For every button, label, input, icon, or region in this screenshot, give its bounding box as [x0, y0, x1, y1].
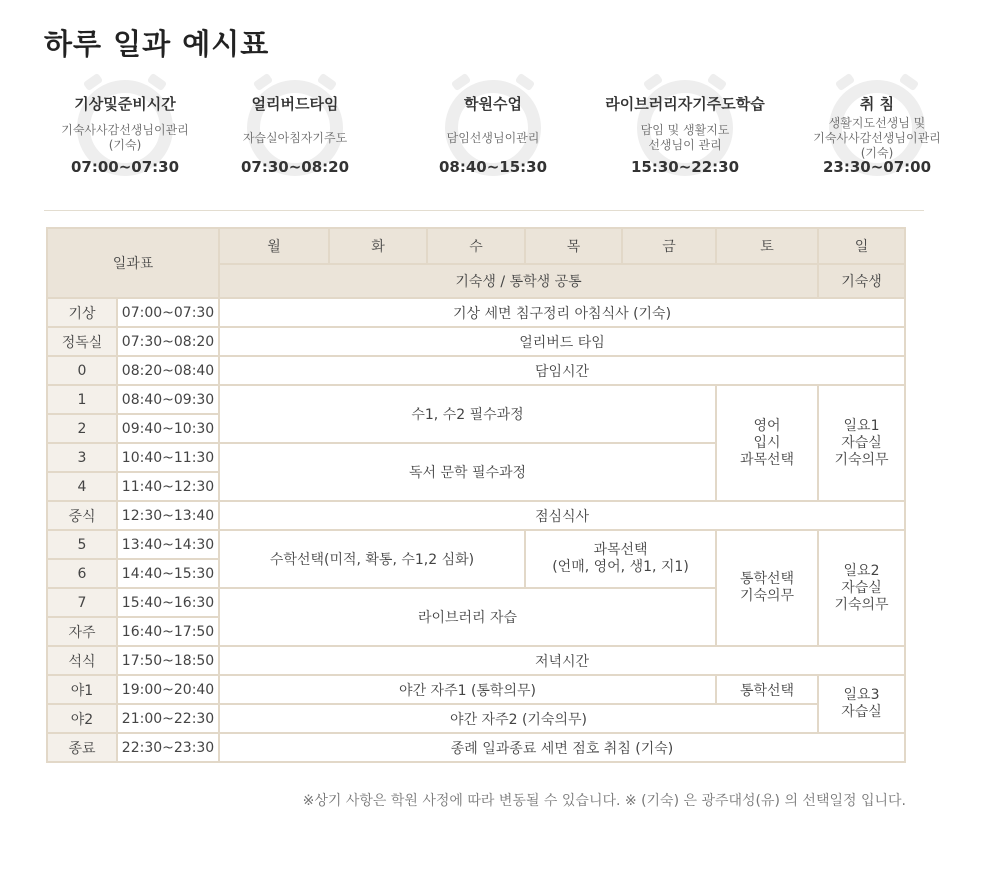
- cell-sat-morning: 영어 입시 과목선택: [716, 385, 818, 501]
- period-time: 21:00~22:30: [117, 704, 219, 733]
- cell-library: 라이브러리 자습: [219, 588, 716, 646]
- day-thu: 목: [525, 228, 622, 264]
- summary-time: 07:00~07:30: [70, 158, 180, 176]
- period-time: 16:40~17:50: [117, 617, 219, 646]
- period-time: 08:20~08:40: [117, 356, 219, 385]
- cell-sun-1: 일요1 자습실 기숙의무: [818, 385, 905, 501]
- summary-desc: 기숙사사감선생님이관리 (기숙): [61, 123, 189, 152]
- summary-time: 23:30~07:00: [822, 158, 932, 176]
- period-label: 중식: [47, 501, 117, 530]
- period-label: 3: [47, 443, 117, 472]
- page-title: 하루 일과 예시표: [44, 27, 270, 61]
- summary-name: 취 침: [859, 95, 895, 113]
- period-time: 10:40~11:30: [117, 443, 219, 472]
- period-label: 4: [47, 472, 117, 501]
- summary-item-sleep: [782, 78, 972, 198]
- summary-name: 얼리버드타임: [251, 95, 339, 113]
- cell-sat-afternoon: 통학선택 기숙의무: [716, 530, 818, 646]
- period-label: 6: [47, 559, 117, 588]
- period-time: 17:50~18:50: [117, 646, 219, 675]
- period-time: 13:40~14:30: [117, 530, 219, 559]
- period-label: 야2: [47, 704, 117, 733]
- period-time: 22:30~23:30: [117, 733, 219, 762]
- day-fri: 금: [622, 228, 716, 264]
- section-divider: [44, 210, 924, 211]
- timetable: [46, 227, 906, 763]
- summary-desc: 자습실아침자기주도: [242, 130, 348, 145]
- day-sat: 토: [716, 228, 818, 264]
- period-time: 19:00~20:40: [117, 675, 219, 704]
- period-time: 07:00~07:30: [117, 298, 219, 327]
- period-label: 기상: [47, 298, 117, 327]
- period-time: 12:30~13:40: [117, 501, 219, 530]
- period-label: 석식: [47, 646, 117, 675]
- period-time: 15:40~16:30: [117, 588, 219, 617]
- day-sun: 일: [818, 228, 905, 264]
- cell-math-elective: 수학선택(미적, 확통, 수1,2 심화): [219, 530, 525, 588]
- summary-name: 라이브러리자기주도학습: [605, 95, 765, 113]
- summary-name: 학원수업: [464, 95, 522, 113]
- cell-sun-3: 일요3 자습실: [818, 675, 905, 733]
- footnote: ※상기 사항은 학원 사정에 따라 변동될 수 있습니다. ※ (기숙) 은 광주대성(유) 의 선택일정 입니다.: [302, 793, 906, 809]
- summary-time: 08:40~15:30: [438, 158, 548, 176]
- summary-item-library: [590, 78, 780, 198]
- cell-sat-night: 통학선택: [716, 675, 818, 704]
- period-label: 야1: [47, 675, 117, 704]
- summary-item-class: [398, 78, 588, 198]
- cell-lunch: 점심식사: [219, 501, 905, 530]
- period-label: 자주: [47, 617, 117, 646]
- common-header: 기숙생 / 통학생 공통: [219, 264, 818, 298]
- period-time: 08:40~09:30: [117, 385, 219, 414]
- period-label: 정독실: [47, 327, 117, 356]
- summary-desc: 생활지도선생님 및 기숙사사감선생님이관리 (기숙): [813, 115, 941, 160]
- summary-name: 기상및준비시간: [74, 95, 176, 113]
- day-wed: 수: [427, 228, 525, 264]
- summary-desc: 담임선생님이관리: [446, 130, 540, 145]
- cell-night-2: 야간 자주2 (기숙의무): [219, 704, 818, 733]
- period-label: 종료: [47, 733, 117, 762]
- summary-time: 15:30~22:30: [630, 158, 740, 176]
- table-corner: 일과표: [47, 228, 219, 298]
- cell-wake: 기상 세면 침구정리 아침식사 (기숙): [219, 298, 905, 327]
- summary-item-earlybird: [200, 78, 390, 198]
- summary-time: 07:30~08:20: [240, 158, 350, 176]
- period-label: 0: [47, 356, 117, 385]
- period-label: 7: [47, 588, 117, 617]
- schedule-summary: [30, 78, 950, 198]
- dorm-header: 기숙생: [818, 264, 905, 298]
- cell-homeroom: 담임시간: [219, 356, 905, 385]
- period-label: 1: [47, 385, 117, 414]
- period-time: 14:40~15:30: [117, 559, 219, 588]
- day-tue: 화: [329, 228, 427, 264]
- summary-desc: 담임 및 생활지도 선생님이 관리: [640, 123, 730, 152]
- cell-math-required: 수1, 수2 필수과정: [219, 385, 716, 443]
- day-mon: 월: [219, 228, 329, 264]
- cell-earlybird: 얼리버드 타임: [219, 327, 905, 356]
- cell-night-1: 야간 자주1 (통학의무): [219, 675, 716, 704]
- cell-subject-elective: 과목선택 (언매, 영어, 생1, 지1): [525, 530, 716, 588]
- period-time: 09:40~10:30: [117, 414, 219, 443]
- period-label: 2: [47, 414, 117, 443]
- cell-sun-2: 일요2 자습실 기숙의무: [818, 530, 905, 646]
- period-label: 5: [47, 530, 117, 559]
- summary-item-wakeup: [30, 78, 220, 198]
- period-time: 07:30~08:20: [117, 327, 219, 356]
- period-time: 11:40~12:30: [117, 472, 219, 501]
- cell-dinner: 저녁시간: [219, 646, 905, 675]
- cell-reading: 독서 문학 필수과정: [219, 443, 716, 501]
- cell-end: 종례 일과종료 세면 점호 취침 (기숙): [219, 733, 905, 762]
